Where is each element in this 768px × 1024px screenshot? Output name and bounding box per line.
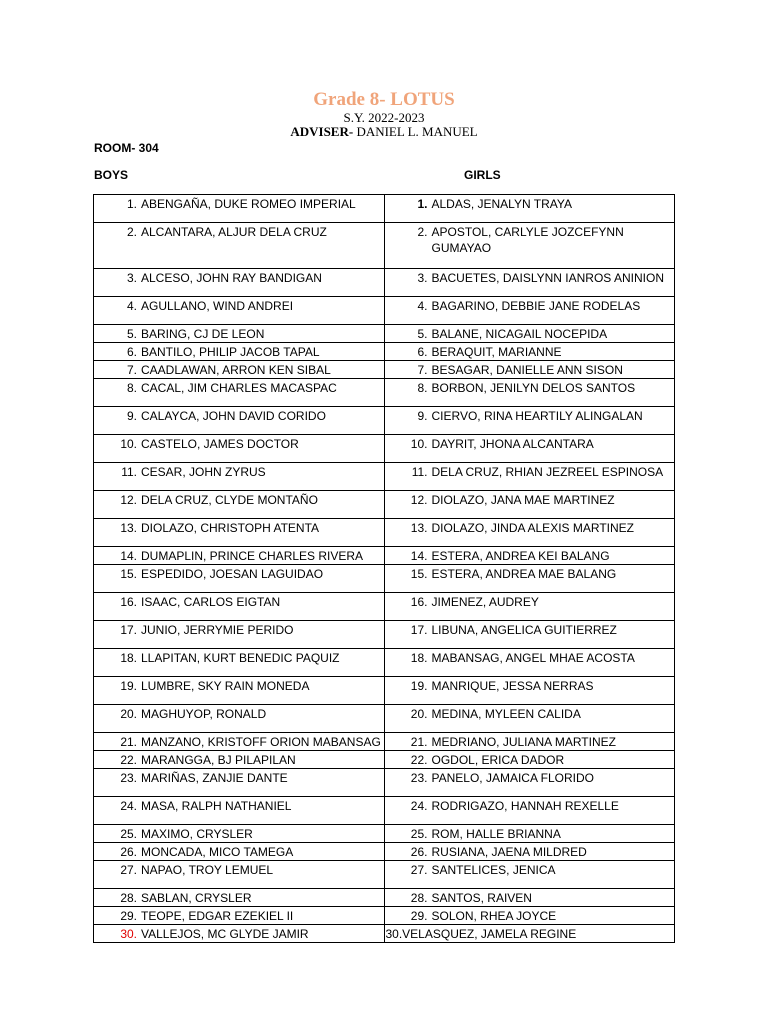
adviser-line [0,124,768,140]
girl-cell [385,325,675,343]
table-row [94,925,675,943]
boy-name: ISAAC, CARLOS EIGTAN [141,595,281,609]
table-row [94,907,675,925]
boy-cell [94,547,385,565]
boy-number: 13. [120,521,137,535]
girl-name: MEDRIANO, JULIANA MARTINEZ [431,735,616,749]
girl-number: 6. [417,345,428,359]
boy-number: 24. [120,799,137,813]
girl-cell [385,843,675,861]
girl-number: 10. [410,437,428,451]
table-row [94,677,675,705]
boy-name: JUNIO, JERRYMIE PERIDO [141,623,294,637]
girl-number: 7. [417,363,428,377]
girl-number: 12. [410,493,428,507]
girl-cell [385,769,675,797]
girl-cell [385,565,675,593]
boy-cell [94,621,385,649]
boy-name: MASA, RALPH NATHANIEL [141,799,292,813]
adviser-label: ADVISER- [290,124,354,139]
boy-name: ESPEDIDO, JOESAN LAGUIDAO [141,567,324,581]
boy-name: SABLAN, CRYSLER [141,891,252,905]
girl-cell [385,649,675,677]
room-number: ROOM- 304 [94,141,159,155]
boy-cell [94,379,385,407]
boy-number: 2. [126,225,137,239]
boy-cell [94,825,385,843]
girl-name: SANTOS, RAIVEN [431,891,532,905]
girl-number: 16. [410,595,428,609]
boy-number: 8. [126,381,137,395]
girl-number: 2. [417,225,428,239]
girl-cell [385,705,675,733]
table-row [94,751,675,769]
girl-name: JIMENEZ, AUDREY [431,595,539,609]
boy-cell [94,889,385,907]
boy-number: 30. [120,927,137,941]
boy-cell [94,435,385,463]
girl-number: 22. [410,753,428,767]
girl-cell [385,195,675,223]
boy-name: MARANGGA, BJ PILAPILAN [141,753,296,767]
girl-name: BACUETES, DAISLYNN IANROS ANINION [431,271,664,285]
document-title: Grade 8- LOTUS [313,89,455,110]
girl-name: MANRIQUE, JESSA NERRAS [431,679,594,693]
table-row [94,195,675,223]
girl-name: ESTERA, ANDREA MAE BALANG [431,567,617,581]
girl-number: 24. [410,799,428,813]
girl-number: 17. [410,623,428,637]
boy-cell [94,797,385,825]
girl-cell [385,407,675,435]
boy-number: 25. [120,827,137,841]
boy-number: 22. [120,753,137,767]
girl-name: MABANSAG, ANGEL MHAE ACOSTA [431,651,635,665]
boy-cell [94,593,385,621]
boy-name: DIOLAZO, CHRISTOPH ATENTA [141,521,320,535]
girl-name: CIERVO, RINA HEARTILY ALINGALAN [431,409,643,423]
table-row [94,343,675,361]
boy-name: VALLEJOS, MC GLYDE JAMIR [141,927,309,941]
girl-name: RUSIANA, JAENA MILDRED [431,845,587,859]
boy-cell [94,297,385,325]
girl-cell [385,733,675,751]
girl-number: 8. [417,381,428,395]
girl-name: RODRIGAZO, HANNAH REXELLE [431,799,619,813]
boy-cell [94,705,385,733]
girl-name: BALANE, NICAGAIL NOCEPIDA [431,327,608,341]
boy-cell [94,907,385,925]
girl-number: 4. [417,299,428,313]
table-row [94,269,675,297]
girl-number: 19. [410,679,428,693]
boy-number: 29. [120,909,137,923]
table-row [94,223,675,269]
girl-cell [385,343,675,361]
girl-cell [385,379,675,407]
girl-cell [385,297,675,325]
boy-name: DUMAPLIN, PRINCE CHARLES RIVERA [141,549,364,563]
girl-name: PANELO, JAMAICA FLORIDO [431,771,594,785]
girl-number: 13. [410,521,428,535]
girl-number: 27. [410,863,428,877]
boy-name: AGULLANO, WIND ANDREI [141,299,294,313]
girl-name: OGDOL, ERICA DADOR [431,753,565,767]
girl-cell [385,361,675,379]
girl-cell [385,463,675,491]
girl-name: ALDAS, JENALYN TRAYA [431,197,572,211]
boy-number: 19. [120,679,137,693]
girl-cell [385,825,675,843]
girl-number: 18. [410,651,428,665]
boy-number: 11. [121,465,137,479]
boy-name: LUMBRE, SKY RAIN MONEDA [141,679,310,693]
boy-number: 4. [126,299,137,313]
boy-cell [94,195,385,223]
boy-cell [94,325,385,343]
girl-name: SOLON, RHEA JOYCE [431,909,557,923]
class-list-table [93,194,675,943]
girl-name: BESAGAR, DANIELLE ANN SISON [431,363,623,377]
girl-number: 26. [410,845,428,859]
girl-name: BORBON, JENILYN DELOS SANTOS [431,381,636,395]
girl-cell [385,593,675,621]
table-row [94,797,675,825]
boy-cell [94,925,385,943]
table-row [94,861,675,889]
boy-name: MARIÑAS, ZANJIE DANTE [141,771,288,785]
table-row [94,407,675,435]
boy-number: 10. [120,437,137,451]
table-row [94,435,675,463]
boy-name: CALAYCA, JOHN DAVID CORIDO [141,409,326,423]
table-row [94,889,675,907]
boys-heading: BOYS [94,168,129,182]
girl-name: LIBUNA, ANGELICA GUITIERREZ [431,623,617,637]
girl-name: APOSTOL, CARLYLE JOZCEFYNN GUMAYAO [431,225,624,255]
girl-number: 9. [417,409,428,423]
girl-cell [385,797,675,825]
boy-number: 12. [120,493,137,507]
class-list-body [94,195,675,943]
boy-name: TEOPE, EDGAR EZEKIEL II [141,909,294,923]
boy-cell [94,343,385,361]
girl-name: MEDINA, MYLEEN CALIDA [431,707,581,721]
boy-cell [94,565,385,593]
boy-number: 6. [126,345,137,359]
boy-number: 16. [120,595,137,609]
boy-number: 5. [126,327,137,341]
boy-name: CASTELO, JAMES DOCTOR [141,437,299,451]
boy-cell [94,223,385,269]
girl-cell [385,435,675,463]
table-row [94,361,675,379]
girl-number: 23. [410,771,428,785]
girl-number: 25. [410,827,428,841]
boy-cell [94,519,385,547]
boy-cell [94,769,385,797]
girl-number: 5. [417,327,428,341]
boy-name: CACAL, JIM CHARLES MACASPAC [141,381,337,395]
girl-number: 1. [417,197,428,211]
girl-number: 11. [411,465,428,479]
boy-name: CAADLAWAN, ARRON KEN SIBAL [141,363,331,377]
table-row [94,519,675,547]
table-row [94,491,675,519]
boy-number: 7. [126,363,137,377]
girl-number: 15. [410,567,428,581]
boy-name: MAGHUYOP, RONALD [141,707,267,721]
girl-name: ROM, HALLE BRIANNA [431,827,561,841]
boy-number: 1. [126,197,137,211]
table-row [94,379,675,407]
table-row [94,843,675,861]
girl-cell [385,907,675,925]
girl-cell [385,491,675,519]
boy-name: ALCANTARA, ALJUR DELA CRUZ [141,225,327,239]
boy-cell [94,491,385,519]
boy-number: 27. [120,863,137,877]
table-row [94,325,675,343]
boy-cell [94,361,385,379]
girl-name: DIOLAZO, JINDA ALEXIS MARTINEZ [431,521,634,535]
boy-number: 18. [120,651,137,665]
boy-name: MANZANO, KRISTOFF ORION MABANSAG [141,735,381,749]
girl-name: SANTELICES, JENICA [431,863,556,877]
boy-number: 26. [120,845,137,859]
girl-cell [385,861,675,889]
girl-number: 30. [385,927,403,941]
boy-name: ALCESO, JOHN RAY BANDIGAN [141,271,322,285]
girl-cell [385,751,675,769]
girl-cell [385,547,675,565]
boy-number: 20. [120,707,137,721]
girl-cell [385,519,675,547]
table-row [94,565,675,593]
girl-cell [385,677,675,705]
boy-cell [94,751,385,769]
adviser-name: DANIEL L. MANUEL [353,124,478,139]
table-row [94,547,675,565]
table-row [94,463,675,491]
boy-number: 23. [120,771,137,785]
table-row [94,297,675,325]
boy-number: 28. [120,891,137,905]
boy-cell [94,269,385,297]
girl-cell [385,621,675,649]
girl-cell [385,889,675,907]
boy-cell [94,649,385,677]
girl-name: ESTERA, ANDREA KEI BALANG [431,549,610,563]
girl-name: DAYRIT, JHONA ALCANTARA [431,437,594,451]
girl-number: 21. [410,735,428,749]
school-year: S.Y. 2022-2023 [343,110,425,125]
boy-number: 21. [120,735,137,749]
boy-name: MONCADA, MICO TAMEGA [141,845,294,859]
boy-name: CESAR, JOHN ZYRUS [141,465,266,479]
girl-number: 14. [410,549,428,563]
boy-cell [94,861,385,889]
boy-number: 9. [126,409,137,423]
girl-number: 20. [410,707,428,721]
boy-number: 14. [120,549,137,563]
girl-name: BERAQUIT, MARIANNE [431,345,562,359]
boy-cell [94,463,385,491]
boy-name: DELA CRUZ, CLYDE MONTAÑO [141,493,318,507]
table-row [94,769,675,797]
girl-name: BAGARINO, DEBBIE JANE RODELAS [431,299,641,313]
girl-number: 28. [410,891,428,905]
girl-name: DELA CRUZ, RHIAN JEZREEL ESPINOSA [431,465,664,479]
boy-cell [94,677,385,705]
boy-name: BANTILO, PHILIP JACOB TAPAL [141,345,320,359]
boy-cell [94,407,385,435]
girls-heading: GIRLS [464,168,501,182]
table-row [94,621,675,649]
table-row [94,593,675,621]
boy-name: LLAPITAN, KURT BENEDIC PAQUIZ [141,651,340,665]
table-row [94,733,675,751]
boy-name: BARING, CJ DE LEON [141,327,265,341]
girl-name: DIOLAZO, JANA MAE MARTINEZ [431,493,615,507]
boy-name: MAXIMO, CRYSLER [141,827,253,841]
table-row [94,825,675,843]
girl-cell [385,223,675,269]
girl-number: 29. [410,909,428,923]
girl-number: 3. [417,271,428,285]
girl-cell [385,269,675,297]
table-row [94,649,675,677]
boy-number: 17. [120,623,137,637]
boy-name: ABENGAÑA, DUKE ROMEO IMPERIAL [141,197,356,211]
boy-name: NAPAO, TROY LEMUEL [141,863,274,877]
boy-number: 3. [126,271,137,285]
girl-cell [385,925,675,943]
boy-cell [94,843,385,861]
boy-number: 15. [120,567,137,581]
girl-name: VELASQUEZ, JAMELA REGINE [402,927,577,941]
boy-cell [94,733,385,751]
table-row [94,705,675,733]
